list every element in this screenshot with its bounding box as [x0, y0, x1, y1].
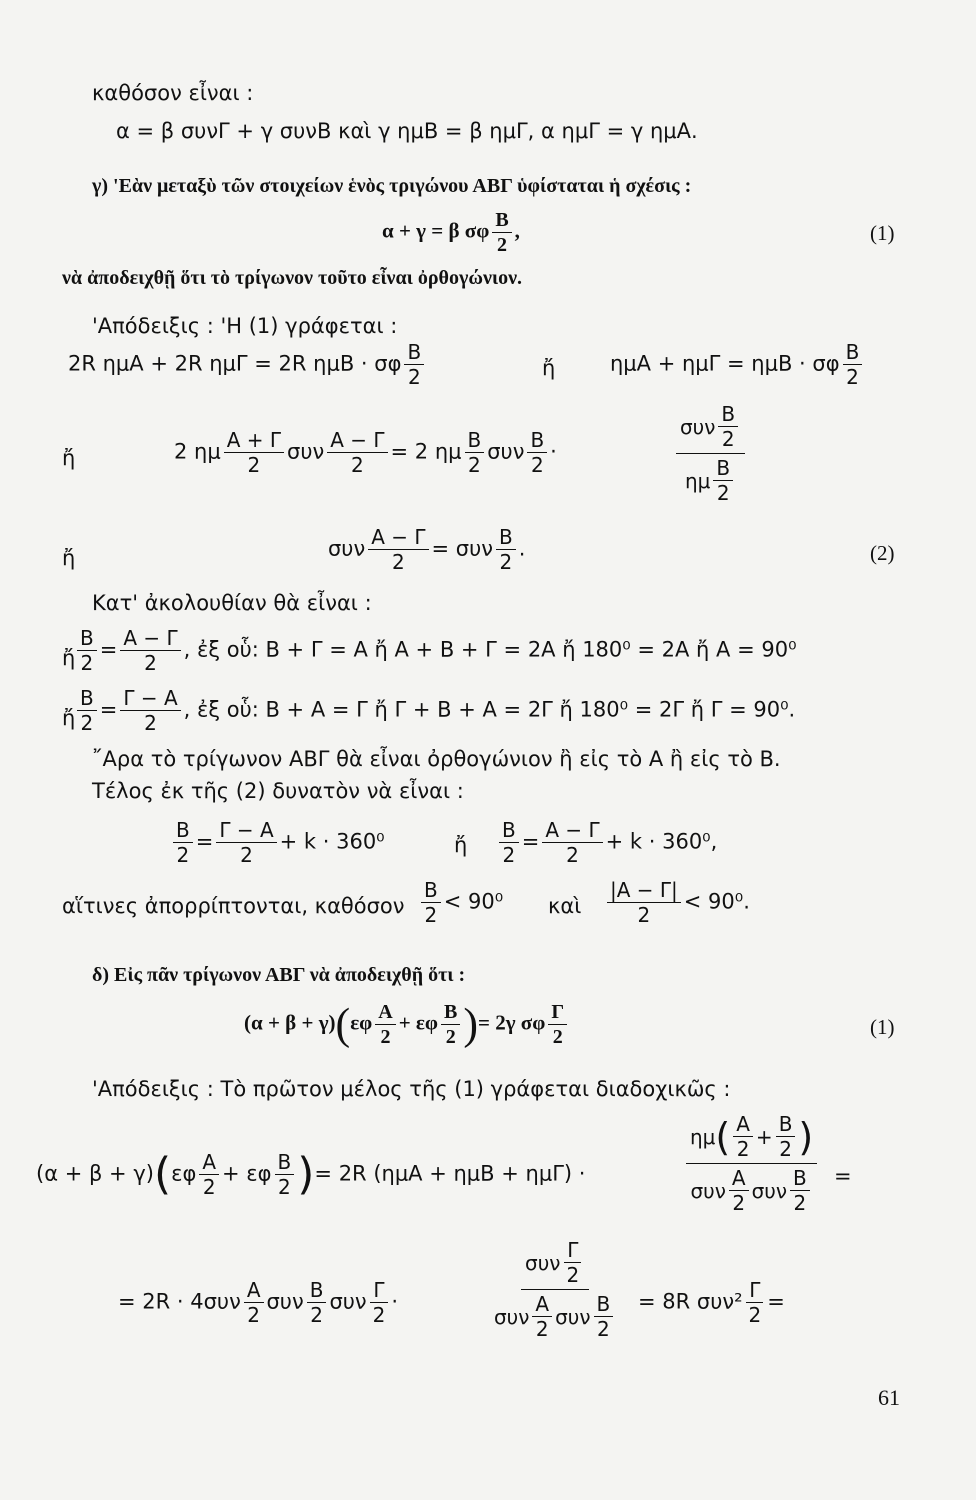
text-line: = [834, 1164, 852, 1188]
fraction: $\frac{A + \Gamma}{2}$ [224, 428, 284, 477]
text-line: αἵτινες ἀπορρίπτονται, καθόσον [62, 894, 405, 918]
fraction: $\frac{B}{2}$ [492, 208, 511, 257]
equation: = 2R · 4συν $\frac{A}{2}$ συν $\frac{B}{2}$ συν $\frac{\Gamma}{2}$ · [118, 1278, 399, 1327]
compound-fraction: ημ ( $\frac{A}{2}$ + $\frac{B}{2}$ ) συν $\frac{A}{2}$ συν $\frac{B}{2}$ [686, 1112, 817, 1215]
fraction: $\frac{B}{2}$ [843, 340, 863, 389]
text-line: ἤ [62, 546, 76, 570]
fraction: $\frac{B}{2}$ [527, 428, 547, 477]
equation: 2R ημΑ + 2R ημΓ = 2R ημΒ · σφ $\frac{B}{2}$ [68, 340, 427, 389]
equation: $\frac{B}{2}$ = $\frac{A - \Gamma}{2}$ + k · 360⁰, [496, 818, 717, 867]
equation: ημΑ + ημΓ = ημΒ · σφ $\frac{B}{2}$ [610, 340, 865, 389]
text-line: α = β συνΓ + γ συνΒ καὶ γ ημΒ = β ημΓ, α ημΓ = γ ημΑ. [116, 119, 698, 143]
eq-text: α + γ = β σφ [382, 218, 490, 243]
text-line: καθόσον εἶναι : [92, 81, 254, 105]
text-line: νὰ ἀποδειχθῇ ὅτι τὸ τρίγωνον τοῦτο εἶναι ὀρθογώνιον. [62, 267, 523, 289]
equation: = 8R συν² $\frac{\Gamma}{2}$ = [638, 1278, 785, 1327]
text-line: καὶ [548, 894, 582, 918]
equation: $\frac{B}{2}$ = $\frac{\Gamma - A}{2}$ + k · 360⁰ [170, 818, 385, 867]
text-line: ἤ [62, 446, 76, 470]
fraction: $\frac{B}{2}$ [465, 428, 485, 477]
text-line: Τέλος ἐκ τῆς (2) δυνατὸν νὰ εἶναι : [92, 779, 464, 803]
equation-tag: (1) [870, 221, 895, 245]
compound-fraction: συν $\frac{B}{2}$ ημ $\frac{B}{2}$ [676, 402, 745, 505]
fraction: $\frac{A - \Gamma}{2}$ [327, 428, 387, 477]
proof-line: 'Απόδειξις : 'Η (1) γράφεται : [92, 314, 398, 338]
text-line: ῎Αρα τὸ τρίγωνον ΑΒΓ θὰ εἶναι ὀρθογώνιον ἢ εἰς τὸ Α ἢ εἰς τὸ Β. [92, 747, 781, 771]
section-heading: δ) Εἰς πᾶν τρίγωνον ΑΒΓ νὰ ἀποδειχθῇ ὅτι : [92, 964, 466, 986]
equation: $\frac{B}{2}$ < 90⁰ [418, 878, 503, 927]
text-line: Κατ' ἀκολουθίαν θὰ εἶναι : [92, 591, 372, 615]
equation: $\frac{B}{2}$ = $\frac{A - \Gamma}{2}$ , ἐξ οὗ: Β + Γ = Α ἤ Α + Β + Γ = 2Α ἤ 180⁰ = 2Α ἤ Α = 90⁰ [74, 626, 797, 675]
equation: α + γ = β σφ $\frac{B}{2}$ , [382, 209, 520, 256]
section-heading: γ) 'Εὰν μεταξὺ τῶν στοιχείων ἑνὸς τριγώνου ΑΒΓ ὑφίσταται ἡ σχέσις : [92, 175, 692, 197]
proof-line: 'Απόδειξις : Τὸ πρῶτον μέλος τῆς (1) γράφεται διαδοχικῶς : [92, 1077, 731, 1101]
equation-tag: (1) [870, 1015, 895, 1039]
equation-tag: (2) [870, 541, 895, 565]
equation: (α + β + γ)(εφ $\frac{A}{2}$ + εφ $\frac{B}{2}$ )= 2γ σφ $\frac{\Gamma}{2}$ [244, 1000, 570, 1049]
text-line: ἤ [62, 706, 76, 730]
equation: $\frac{|A - \Gamma|}{2}$ < 90⁰. [604, 878, 750, 927]
equation: 2 ημ $\frac{A + \Gamma}{2}$ συν $\frac{A - \Gamma}{2}$ = 2 ημ $\frac{B}{2}$ συν $\frac{B}{2}$ · [174, 428, 557, 477]
text-line: ἤ [62, 646, 76, 670]
equation: συν $\frac{A - \Gamma}{2}$ = συν $\frac{B}{2}$ . [328, 525, 526, 574]
fraction: $\frac{A - \Gamma}{2}$ [368, 525, 428, 574]
fraction: $\frac{B}{2}$ [496, 525, 516, 574]
page-number: 61 [878, 1385, 900, 1410]
equation: (α + β + γ)(εφ $\frac{A}{2}$ + εφ $\frac{B}{2}$ )= 2R (ημΑ + ημΒ + ημΓ) · [36, 1148, 586, 1200]
text-line: ἤ [454, 833, 468, 857]
equation: $\frac{B}{2}$ = $\frac{\Gamma - A}{2}$ , ἐξ οὗ: Β + Α = Γ ἤ Γ + Β + Α = 2Γ ἤ 180⁰ = 2Γ ἤ Γ = 90⁰. [74, 686, 795, 735]
compound-fraction: συν $\frac{\Gamma}{2}$ συν $\frac{A}{2}$ συν $\frac{B}{2}$ [494, 1238, 616, 1341]
fraction: $\frac{B}{2}$ [404, 340, 424, 389]
text-line: ἤ [542, 356, 556, 380]
